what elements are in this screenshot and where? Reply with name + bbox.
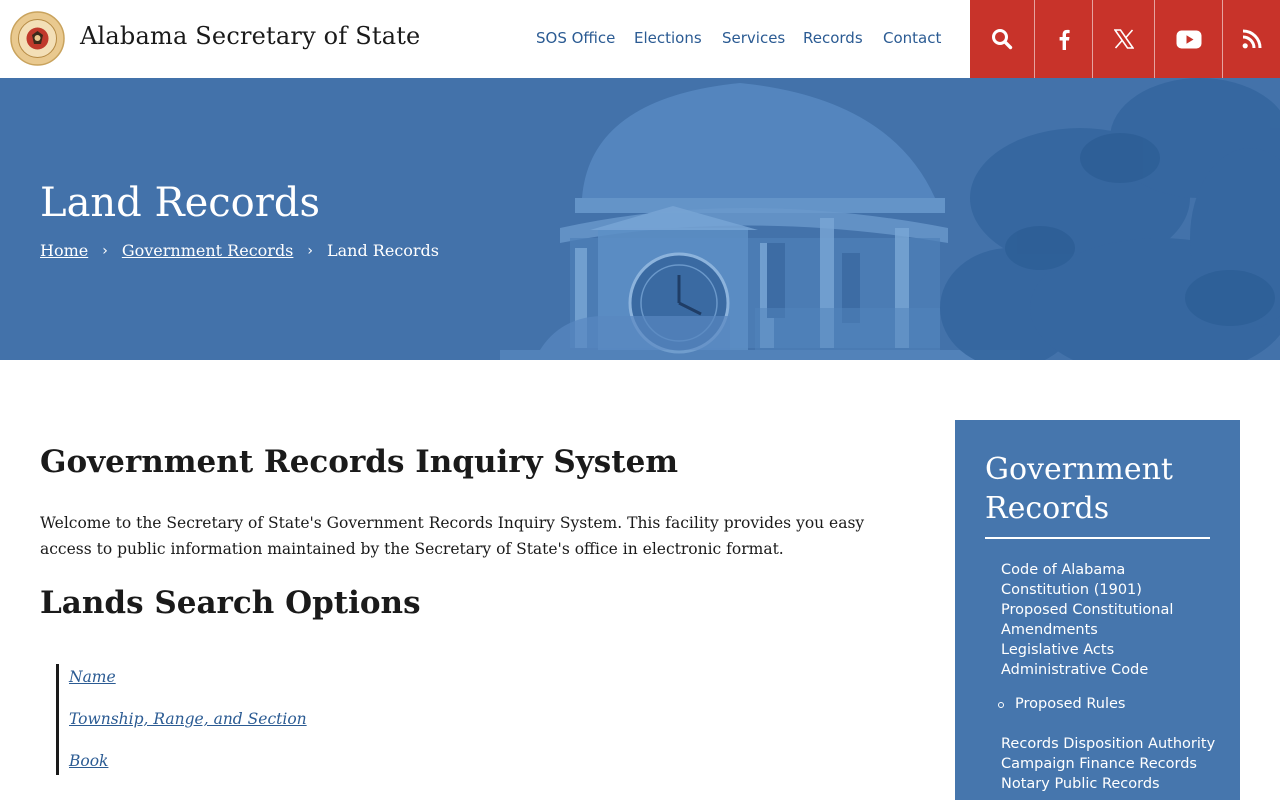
sidebar-item-code-of-alabama[interactable]: Code of Alabama [1001,562,1126,578]
search-options-heading: Lands Search Options [40,585,421,621]
sidebar-item-proposed-amendments[interactable]: Proposed Constitutional Amendments [1001,602,1174,638]
sidebar-item-legislative-acts[interactable]: Legislative Acts [1001,642,1115,658]
sidebar [955,420,1240,800]
chevron-right-icon: › [102,242,108,259]
search-by-book-link[interactable]: Book [69,752,109,770]
sidebar-title: Government Records [985,452,1173,526]
state-seal-logo[interactable] [10,11,65,66]
bullet-icon [998,702,1004,708]
sidebar-item-constitution[interactable]: Constitution (1901) [1001,582,1142,598]
chevron-right-icon: › [307,242,313,259]
site-header [0,0,1280,78]
page-title: Land Records [40,180,321,226]
nav-services[interactable]: Services [722,29,786,47]
breadcrumb-home-link[interactable]: Home [40,241,89,260]
nav-contact[interactable]: Contact [883,29,942,47]
search-icon[interactable] [970,0,1034,78]
hero-banner [0,78,1280,360]
sidebar-item-notary-public[interactable]: Notary Public Records [1001,776,1160,792]
nav-elections[interactable]: Elections [634,29,702,47]
main-heading: Government Records Inquiry System [40,444,679,480]
search-by-township-link[interactable]: Township, Range, and Section [69,710,307,728]
nav-records[interactable]: Records [803,29,863,47]
search-by-name-link[interactable]: Name [69,668,116,686]
x-icon[interactable] [1092,0,1154,78]
youtube-icon[interactable] [1154,0,1222,78]
sidebar-item-administrative-code[interactable]: Administrative Code [1001,662,1149,678]
sidebar-item-proposed-rules[interactable]: Proposed Rules [1015,696,1126,712]
breadcrumb-current: Land Records [327,241,440,260]
breadcrumb-government-records-link[interactable]: Government Records [121,241,294,260]
social-icon-bar [970,0,1280,78]
nav-sos-office[interactable]: SOS Office [536,29,616,47]
sidebar-item-records-disposition[interactable]: Records Disposition Authority [1001,736,1216,752]
sidebar-item-campaign-finance[interactable]: Campaign Finance Records [1001,756,1197,772]
intro-paragraph: Welcome to the Secretary of State's Government Records Inquiry System. This facility provides you easy access to public information maintained by the Secretary of State's office in electronic format. [40,514,865,558]
sidebar-divider [985,537,1210,539]
search-options-list [56,664,456,775]
site-title[interactable]: Alabama Secretary of State [80,22,421,50]
facebook-icon[interactable] [1034,0,1092,78]
rss-icon[interactable] [1222,0,1280,78]
breadcrumb [40,241,439,260]
